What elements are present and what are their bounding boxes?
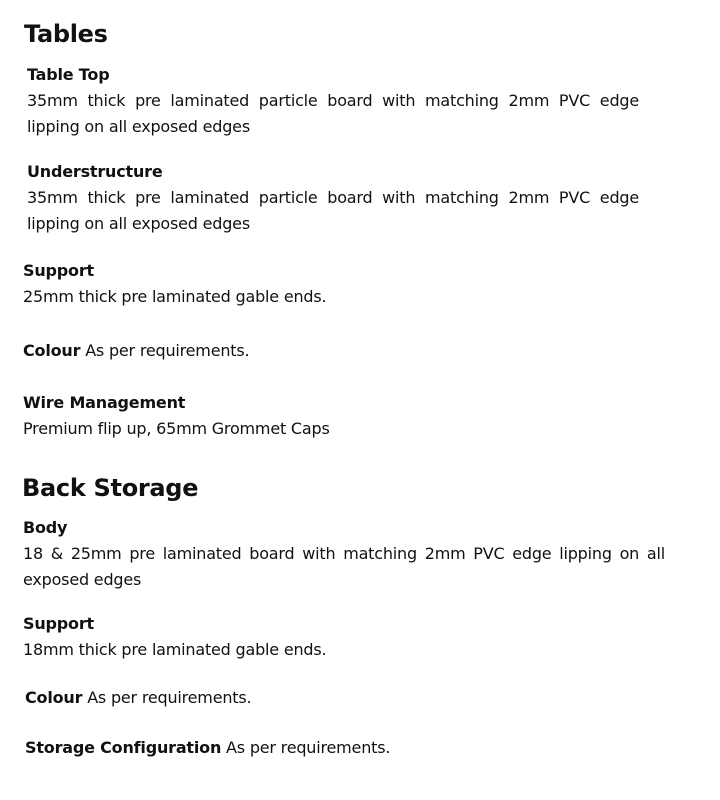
storage-configuration-spec — [25, 735, 665, 761]
wire-management-spec — [23, 390, 663, 442]
tables-support-spec — [23, 258, 663, 310]
wire-management-text: Premium flip up, 65mm Grommet Caps — [23, 419, 330, 438]
tables-support-label: Support — [23, 261, 94, 280]
tables-support-text: 25mm thick pre laminated gable ends. — [23, 287, 327, 306]
back-storage-heading: Back Storage — [22, 474, 199, 502]
storage-colour-text: As per requirements. — [87, 688, 252, 707]
table-top-text: 35mm thick pre laminated particle board with matching 2mm PVC edge lipping on all exposed edges — [27, 91, 639, 136]
storage-support-spec — [23, 611, 663, 663]
understructure-text: 35mm thick pre laminated particle board with matching 2mm PVC edge lipping on all exposed edges — [27, 188, 639, 233]
table-top-spec — [27, 62, 639, 140]
storage-colour-label: Colour — [25, 688, 83, 707]
understructure-spec — [27, 159, 639, 237]
body-label: Body — [23, 518, 68, 537]
storage-support-label: Support — [23, 614, 94, 633]
tables-colour-text: As per requirements. — [85, 341, 250, 360]
storage-configuration-text: As per requirements. — [226, 738, 391, 757]
wire-management-label: Wire Management — [23, 393, 186, 412]
storage-configuration-label: Storage Configuration — [25, 738, 222, 757]
table-top-label: Table Top — [27, 65, 110, 84]
body-spec — [23, 515, 665, 593]
tables-heading: Tables — [24, 20, 108, 48]
tables-colour-label: Colour — [23, 341, 81, 360]
storage-colour-spec — [25, 685, 665, 711]
body-text: 18 & 25mm pre laminated board with matching 2mm PVC edge lipping on all exposed edges — [23, 544, 665, 589]
understructure-label: Understructure — [27, 162, 163, 181]
storage-support-text: 18mm thick pre laminated gable ends. — [23, 640, 327, 659]
tables-colour-spec — [23, 338, 663, 364]
